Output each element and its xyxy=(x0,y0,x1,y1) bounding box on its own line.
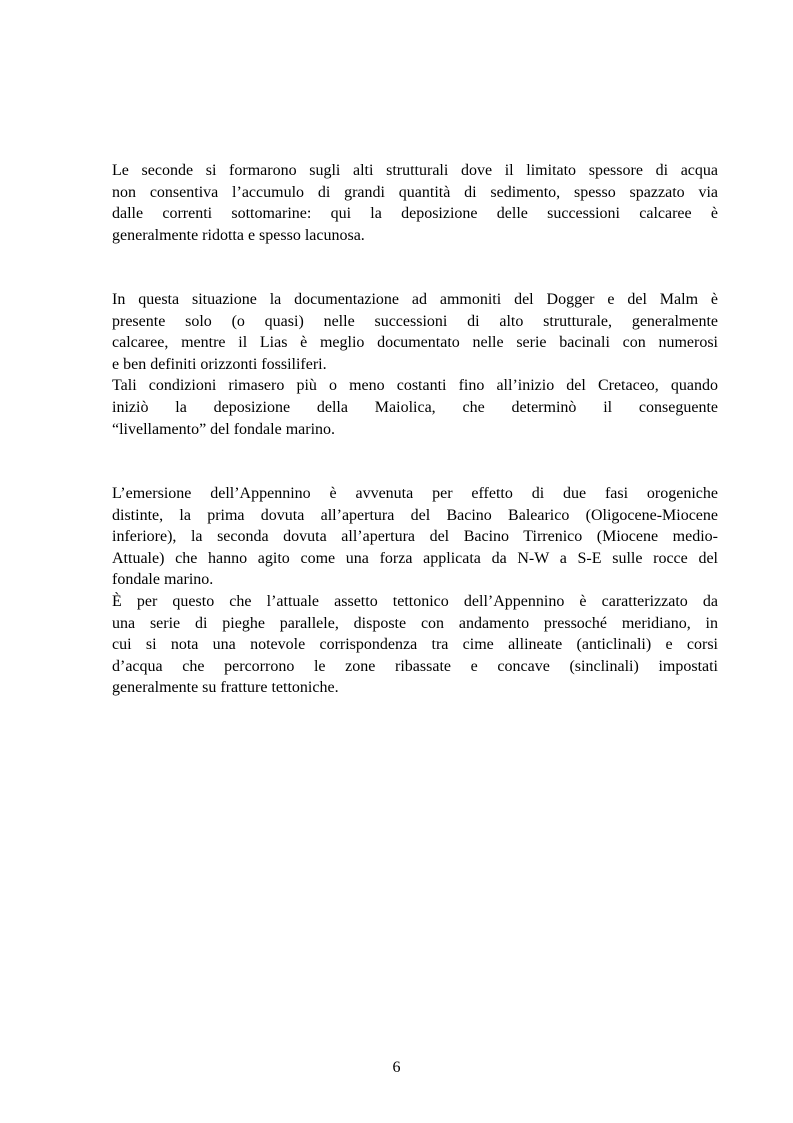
text-line: Tali condizioni rimasero più o meno costanti fino all’inizio del Cretaceo, quando xyxy=(112,377,718,395)
text-line: Attuale) che hanno agito come una forza applicata da N-W a S-E sulle rocce del xyxy=(112,549,718,567)
text-line: distinte, la prima dovuta all’apertura del Bacino Balearico (Oligocene-Miocene xyxy=(112,506,718,524)
text-line: dalle correnti sottomarine: qui la deposizione delle successioni calcaree è xyxy=(112,205,718,223)
text-line: “livellamento” del fondale marino. xyxy=(112,420,336,438)
text-line: calcaree, mentre il Lias è meglio documentato nelle serie bacinali con numerosi xyxy=(112,334,718,352)
text-line: fondale marino. xyxy=(112,571,214,589)
page-number: 6 xyxy=(392,1059,401,1076)
paragraph-emersione-appennino xyxy=(112,483,718,699)
paragraph-alti-strutturali xyxy=(112,160,718,246)
text-line: Le seconde si formarono sugli alti strutturali dove il limitato spessore di acqua xyxy=(112,162,718,179)
text-line: inferiore), la seconda dovuta all’apertura del Bacino Tirrenico (Miocene medio- xyxy=(112,528,718,546)
text-line: non consentiva l’accumulo di grandi quantità di sedimento, spesso spazzato via xyxy=(112,183,718,201)
text-line: generalmente ridotta e spesso lacunosa. xyxy=(112,226,365,244)
text-line: cui si nota una notevole corrispondenza tra cime allineate (anticlinali) e corsi xyxy=(112,636,718,654)
text-line: È per questo che l’attuale assetto tettonico dell’Appennino è caratterizzato da xyxy=(112,592,718,610)
text-line: iniziò la deposizione della Maiolica, che determinò il conseguente xyxy=(112,398,718,416)
text-line: L’emersione dell’Appennino è avvenuta per effetto di due fasi orogeniche xyxy=(112,485,718,502)
text-line: e ben definiti orizzonti fossiliferi. xyxy=(112,355,327,373)
text-line: presente solo (o quasi) nelle successioni di alto strutturale, generalmente xyxy=(112,312,718,330)
text-line: una serie di pieghe parallele, disposte con andamento pressoché meridiano, in xyxy=(112,614,718,632)
paragraph-documentazione-ammoniti xyxy=(112,289,718,440)
text-line: d’acqua che percorrono le zone ribassate e concave (sinclinali) impostati xyxy=(112,657,718,675)
text-line: In questa situazione la documentazione ad ammoniti del Dogger e del Malm è xyxy=(112,291,718,308)
text-line: generalmente su fratture tettoniche. xyxy=(112,679,339,697)
